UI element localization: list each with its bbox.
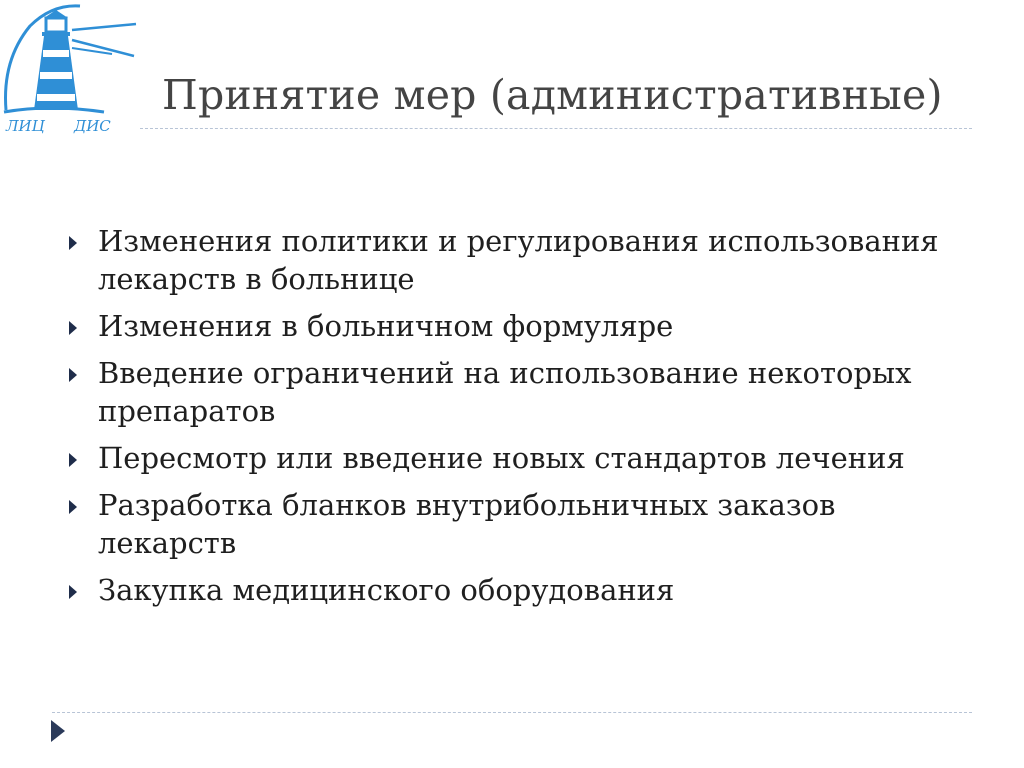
lighthouse-icon — [0, 0, 142, 142]
bullet-text: Введение ограничений на использование некоторых препаратов — [98, 356, 912, 428]
bullet-list — [66, 222, 966, 618]
list-item — [66, 354, 966, 430]
play-arrow-icon[interactable] — [51, 720, 65, 742]
bullet-text: Изменения политики и регулирования использования лекарств в больнице — [98, 224, 939, 296]
bullet-text: Пересмотр или введение новых стандартов лечения — [98, 441, 905, 475]
footer-divider — [52, 712, 972, 713]
logo-gallery — [42, 32, 70, 36]
logo-stripe — [43, 50, 69, 57]
logo-lamp — [46, 18, 66, 32]
slide-title: Принятие мер (административные) — [162, 71, 943, 119]
list-item — [66, 222, 966, 298]
title-divider — [140, 128, 972, 129]
bullet-text: Разработка бланков внутрибольничных заказов лекарств — [98, 488, 836, 560]
list-item — [66, 486, 966, 562]
list-item — [66, 307, 966, 345]
logo-beam — [72, 24, 136, 30]
logo-text-left: ЛИЦ — [6, 117, 45, 135]
bullet-text: Изменения в больничном формуляре — [98, 309, 674, 343]
triangle-right-icon — [69, 236, 77, 250]
triangle-right-icon — [69, 500, 77, 514]
lighthouse-logo — [0, 0, 142, 142]
triangle-right-icon — [69, 585, 77, 599]
list-item — [66, 571, 966, 609]
triangle-right-icon — [69, 453, 77, 467]
logo-stripe — [40, 72, 72, 79]
logo-stripe — [37, 94, 75, 101]
triangle-right-icon — [69, 321, 77, 335]
list-item — [66, 439, 966, 477]
triangle-right-icon — [69, 368, 77, 382]
bullet-text: Закупка медицинского оборудования — [98, 573, 675, 607]
logo-text-right: ДИС — [74, 117, 111, 135]
